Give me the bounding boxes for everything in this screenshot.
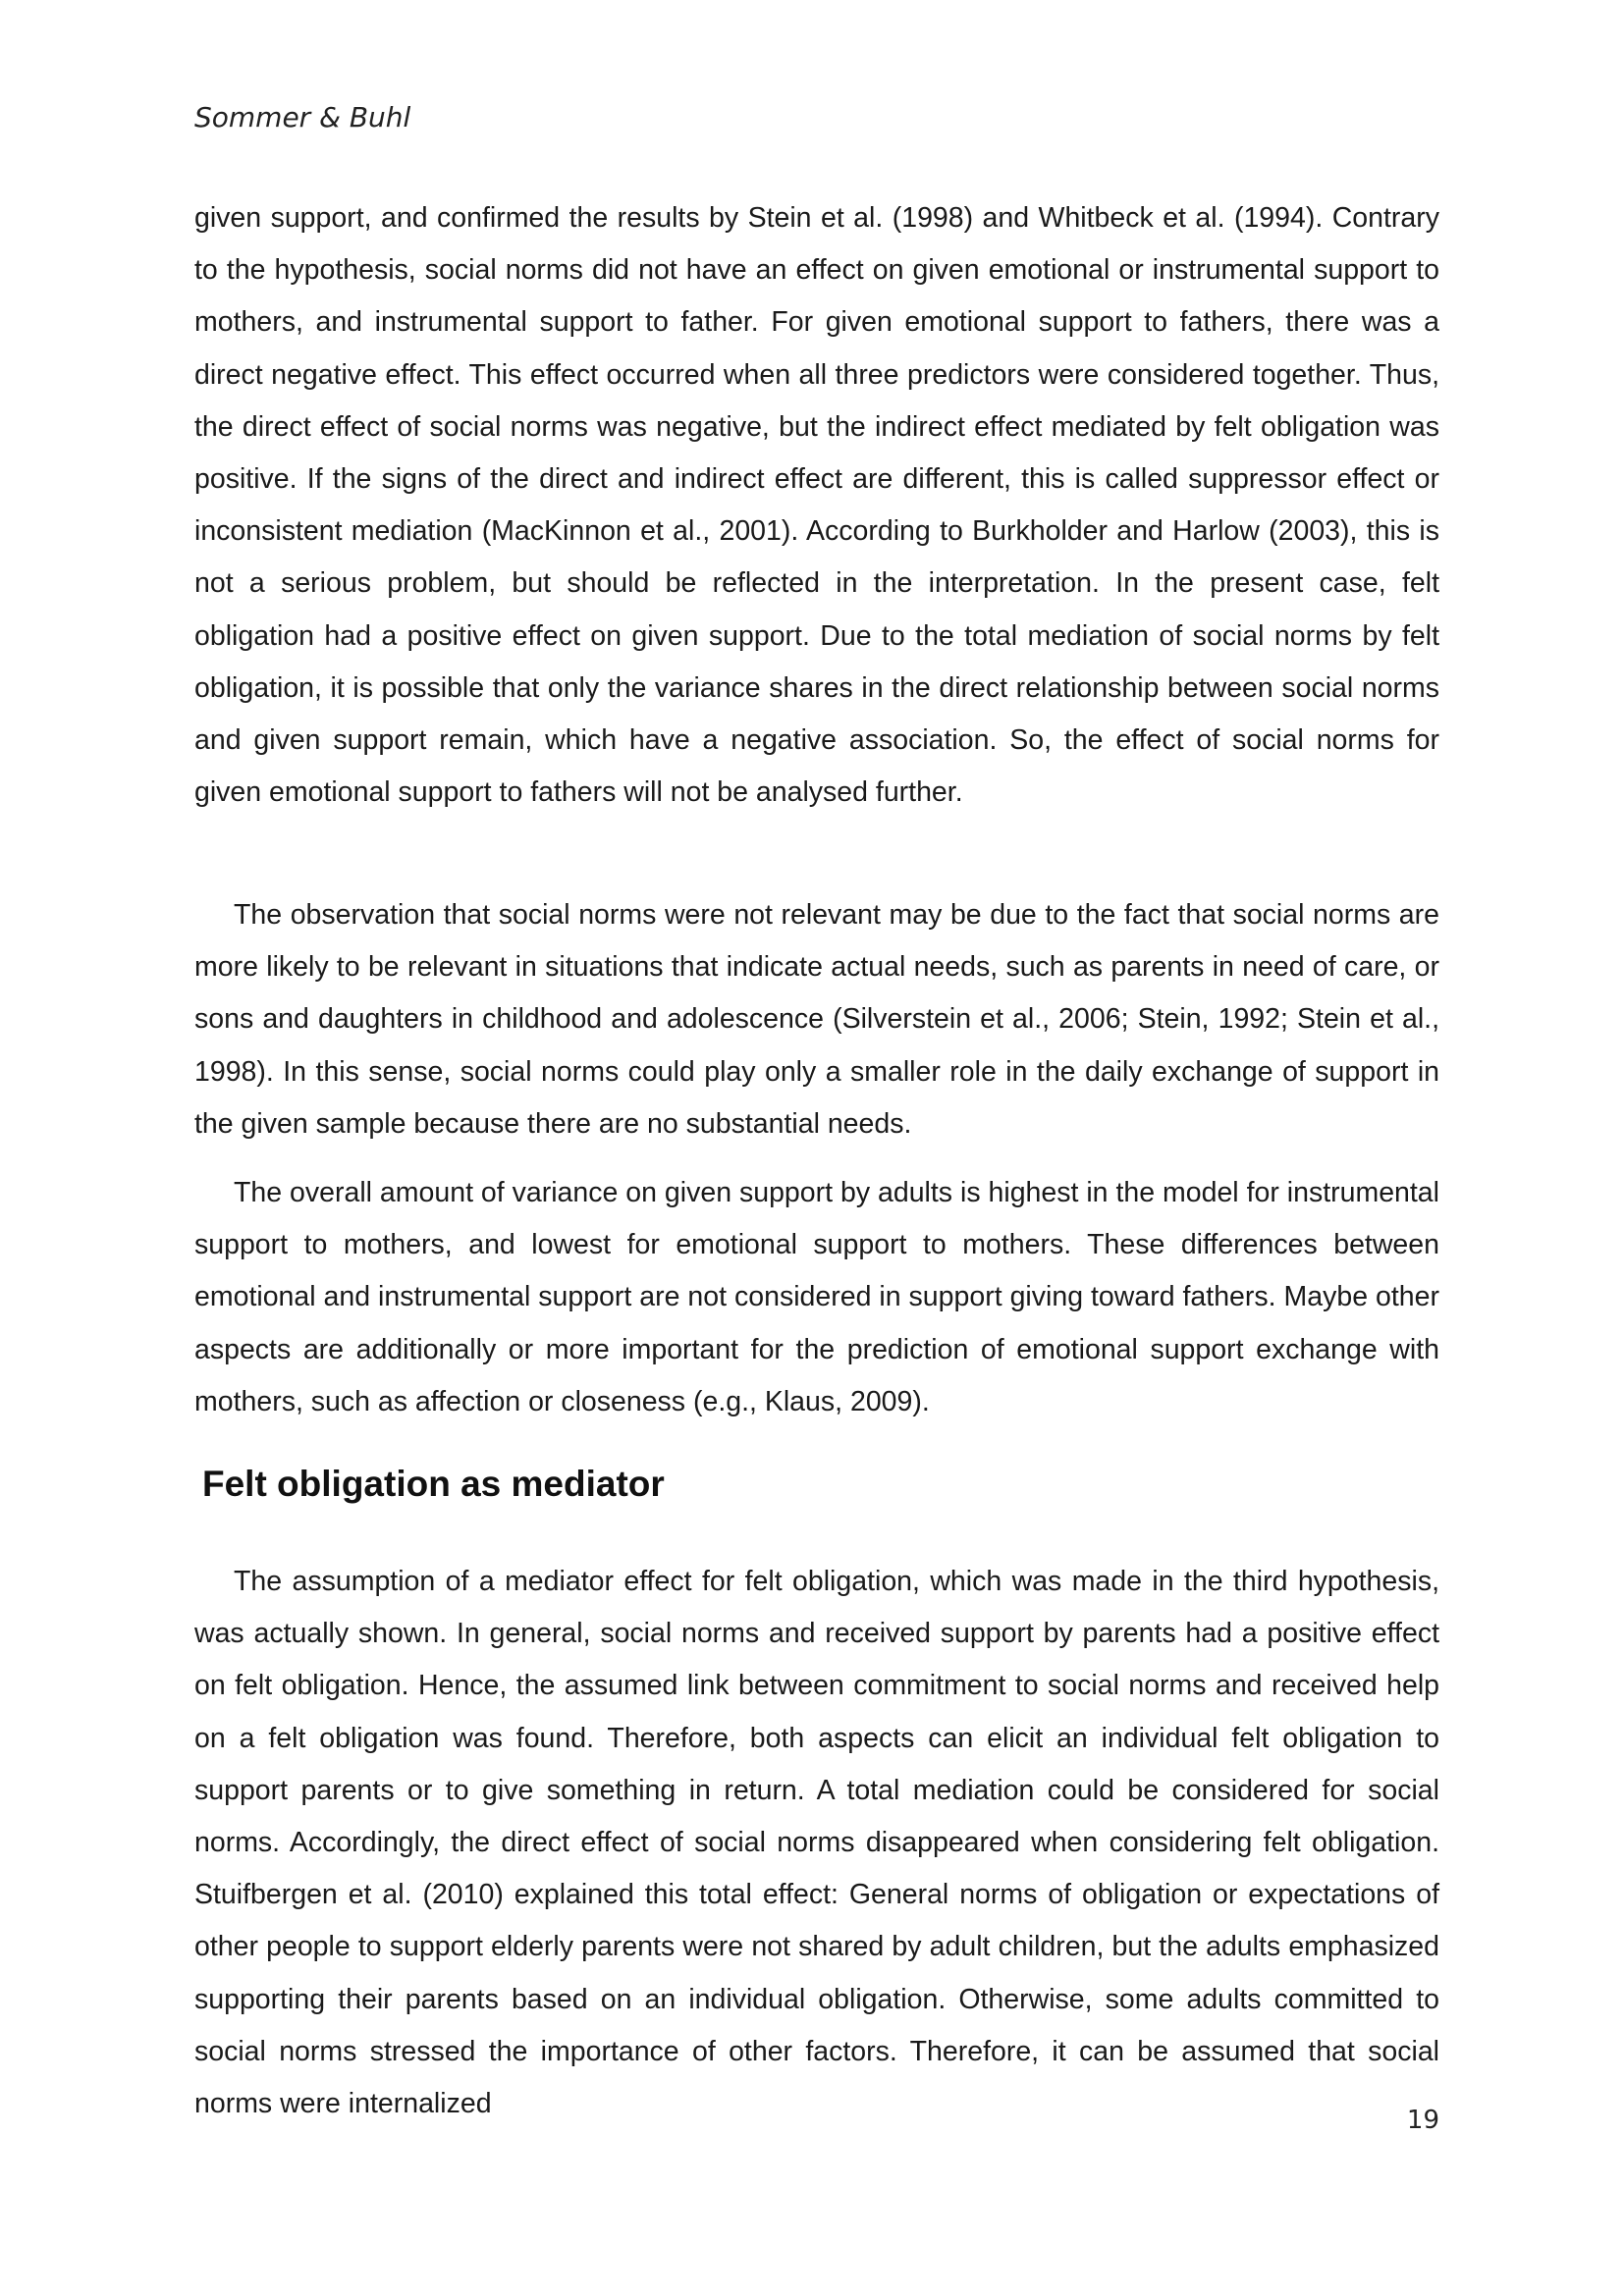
paragraph-mediator: The assumption of a mediator effect for felt obligation, which was made in the third hypothesis, was actually shown. In general, social norms and received support by parents had a positive effect on felt obligation. Hence, the assumed link between commitment to social norms and received help on a felt obligation was found. Therefore, both aspects can elicit an individual felt obligation to support parents or to give something in return. A total mediation could be considered for social norms. Accordingly, the direct effect of social norms disappeared when considering felt obligation. Stuifbergen et al. (2010) explained this total effect: General norms of obligation or expectations of other people to support elderly parents were not shared by adult children, but the adults emphasized supporting their parents based on an individual obligation. Otherwise, some adults committed to social norms stressed the importance of other factors. Therefore, it can be assumed that social norms were internalized <box>194 1566 1439 2120</box>
running-header: Sommer & Buhl <box>194 101 411 133</box>
paragraph-variance: The overall amount of variance on given support by adults is highest in the model for instrumental support to mothers, and lowest for emotional support to mothers. These differences between emotional and instrumental support are not considered in support giving toward fathers. Maybe other aspects are additionally or more important for the prediction of emotional support exchange with mothers, such as affection or closeness (e.g., Klaus, 2009). <box>194 1177 1439 1417</box>
section-heading: Felt obligation as mediator <box>202 1464 665 1504</box>
paragraph-social-norms-relevance: The observation that social norms were not relevant may be due to the fact that social norms are more likely to be relevant in situations that indicate actual needs, such as parents in need of care, or sons and daughters in childhood and adolescence (Silverstein et al., 2006; Stein, 1992; Stein et al., 1998). In this sense, social norms could play only a smaller role in the daily exchange of support in the given sample because there are no substantial needs. <box>194 899 1439 1140</box>
paragraph-continuation: given support, and confirmed the results by Stein et al. (1998) and Whitbeck et al. (1994). Contrary to the hypothesis, social norms did not have an effect on given emotional or instrumental support to mothers, and instrumental support to father. For given emotional support to fathers, there was a direct negative effect. This effect occurred when all three predictors were considered together. Thus, the direct effect of social norms was negative, but the indirect effect mediated by felt obligation was positive. If the signs of the direct and indirect effect are different, this is called suppressor effect or inconsistent mediation (MacKinnon et al., 2001). According to Burkholder and Harlow (2003), this is not a serious problem, but should be reflected in the interpretation. In the present case, felt obligation had a positive effect on given support. Due to the total mediation of social norms by felt obligation, it is possible that only the variance shares in the direct relationship between social norms and given support remain, which have a negative association. So, the effect of social norms for given emotional support to fathers will not be analysed further. <box>194 202 1439 809</box>
page-number: 19 <box>1406 2106 1439 2135</box>
